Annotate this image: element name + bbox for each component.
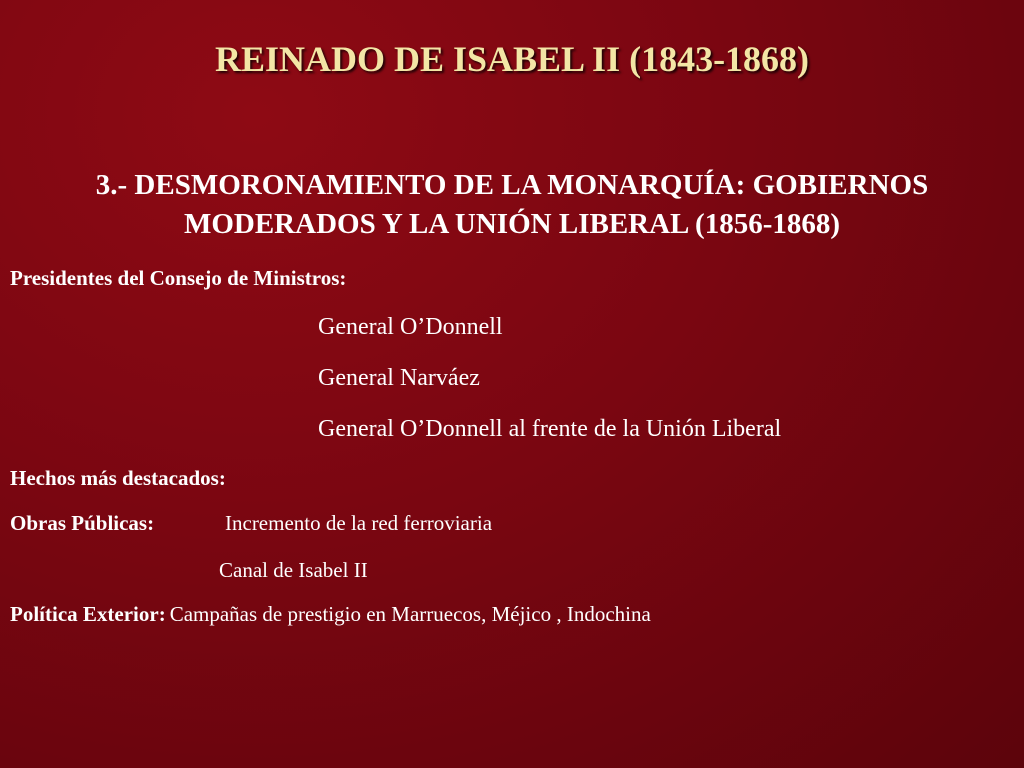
- president-item: General Narváez: [318, 365, 480, 391]
- facts-label: Hechos más destacados:: [10, 466, 226, 490]
- president-item: General O’Donnell al frente de la Unión Liberal: [318, 416, 782, 442]
- public-works-item: Canal de Isabel II: [219, 558, 368, 582]
- slide-title: REINADO DE ISABEL II (1843-1868): [214, 39, 810, 79]
- public-works-label: Obras Públicas:: [10, 511, 155, 535]
- section-heading-line-2: MODERADOS Y LA UNIÓN LIBERAL (1856-1868): [183, 208, 841, 240]
- foreign-policy-text: Campañas de prestigio en Marruecos, Méjico , Indochina: [169, 602, 651, 626]
- section-heading: [10, 166, 1014, 244]
- foreign-policy-line: [10, 602, 651, 627]
- public-works-item: Incremento de la red ferroviaria: [225, 511, 493, 535]
- president-item: General O’Donnell: [318, 314, 503, 340]
- presidents-label: Presidentes del Consejo de Ministros:: [10, 266, 347, 290]
- foreign-policy-label: Política Exterior:: [10, 602, 166, 626]
- section-heading-line-1: 3.- DESMORONAMIENTO DE LA MONARQUÍA: GOBIERNOS: [95, 169, 929, 201]
